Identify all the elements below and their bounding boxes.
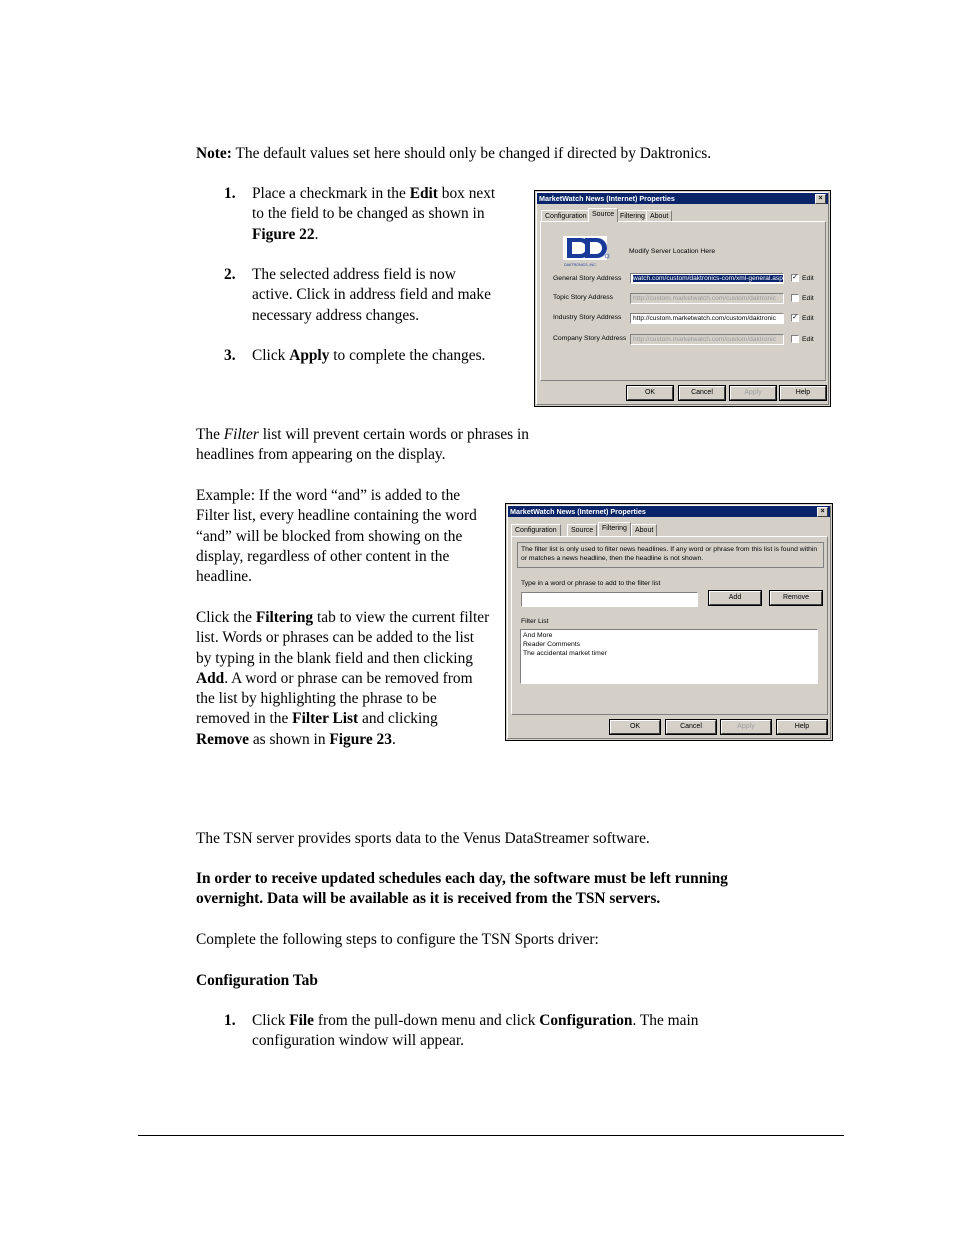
properties-dialog-source (534, 190, 831, 407)
filter-input-label: Type in a word or phrase to add to the filter list (521, 580, 661, 587)
help-button[interactable]: Help (780, 386, 826, 400)
edit-label: Edit (802, 336, 814, 343)
filter-info-text: The filter list is only used to filter news headlines. If any word or phrase from this list is found within or matches a news headline, then the headline is not shown. (517, 542, 824, 568)
cancel-button[interactable]: Cancel (666, 720, 716, 734)
note-paragraph (196, 144, 836, 164)
step-1-post: . (314, 225, 319, 243)
server-heading: Modify Server Location Here (629, 248, 716, 255)
filter-intro-post: list will prevent certain words or phrases in headlines from appearing on the display. (196, 426, 529, 464)
edit-label: Edit (802, 295, 814, 302)
tab-about[interactable]: About (646, 210, 672, 222)
tsn-intro: The TSN server provides sports data to the Venus DataStreamer software. (196, 830, 650, 847)
fp-t3: . A word or phrase can be removed from the list by highlighting the phrase to be removed in the (196, 669, 473, 728)
step-1-text (252, 184, 497, 245)
topic-story-label: Topic Story Address (553, 294, 614, 301)
list-item[interactable]: Reader Comments (523, 641, 581, 648)
step-1-figure-ref: Figure 22 (252, 225, 315, 243)
tsn-warning: In order to receive updated schedules each day, the software must be left running overnight. Data will be available as it is received from the TSN servers. (196, 870, 728, 908)
filter-intro-paragraph (196, 425, 566, 466)
step-3-text (252, 346, 522, 366)
dialog-title: MarketWatch News (Internet) Properties (539, 194, 675, 203)
sb-t1: Click (252, 1012, 290, 1029)
filtering-paragraph (196, 608, 491, 750)
general-story-label: General Story Address (553, 275, 622, 282)
fp-t4: and clicking (358, 710, 438, 728)
sb-t2: from the pull-down menu and click (314, 1012, 540, 1029)
sb-bold-file: File (289, 1012, 314, 1029)
fp-bold-remove: Remove (196, 730, 249, 748)
daktronics-logo-icon (561, 234, 611, 268)
step-1-bold-edit: Edit (409, 185, 438, 202)
tab-about[interactable]: About (631, 524, 657, 536)
step-number: 1. (224, 185, 236, 202)
step-number: 2. (224, 266, 236, 283)
industry-story-label: Industry Story Address (553, 314, 622, 321)
company-story-label: Company Story Address (553, 335, 627, 342)
general-story-address-input[interactable] (630, 273, 784, 284)
config-tab-heading: Configuration Tab (196, 972, 318, 989)
tsn-step-1-text (252, 1011, 772, 1052)
properties-dialog-filtering (505, 503, 833, 741)
tsn-steps-intro: Complete the following steps to configure the TSN Sports driver: (196, 931, 599, 948)
tab-configuration[interactable]: Configuration (541, 210, 591, 222)
note-label: Note: (196, 145, 232, 162)
fp-t1: Click the (196, 609, 256, 626)
apply-button[interactable]: Apply (730, 386, 776, 400)
filter-word-input[interactable] (521, 592, 698, 607)
sb-t3: . The main configuration window will appear. (252, 1012, 699, 1050)
help-button[interactable]: Help (777, 720, 827, 734)
fp-bold-add: Add (196, 669, 225, 687)
footer-rule (138, 1135, 844, 1136)
tab-filtering[interactable]: Filtering (598, 522, 631, 536)
note-text: The default values set here should only be changed if directed by Daktronics. (231, 145, 712, 162)
logo-caption: DAKTRONICS, INC. (564, 263, 597, 267)
remove-button[interactable]: Remove (770, 591, 822, 605)
close-button[interactable]: × (815, 194, 826, 204)
cancel-button[interactable]: Cancel (679, 386, 725, 400)
filter-list-label: Filter List (521, 618, 549, 625)
topic-story-address-input[interactable]: http://custom.marketwatch.com/custom/daktronic (630, 293, 784, 304)
industry-edit-checkbox[interactable]: ✓ (792, 314, 798, 321)
tab-configuration[interactable]: Configuration (511, 524, 561, 536)
close-button[interactable]: × (817, 507, 828, 517)
industry-story-address-input[interactable]: http://custom.marketwatch.com/custom/daktronic (630, 313, 784, 324)
general-story-value: watch.com/custom/daktronics-com/xml-general.asp (633, 275, 783, 282)
list-item[interactable]: And More (523, 632, 553, 639)
filter-intro-pre: The (196, 426, 224, 443)
fp-bold-filter-list: Filter List (292, 710, 359, 728)
step-3-bold-apply: Apply (289, 347, 330, 364)
step-number: 3. (224, 347, 236, 364)
edit-label: Edit (802, 275, 814, 282)
example-paragraph: Example: If the word “and” is added to the Filter list, every headline containing the word “and” will be blocked from showing on the display, regardless of other content in the headline. (196, 487, 477, 586)
tab-source[interactable]: Source (567, 524, 597, 536)
add-button[interactable]: Add (709, 591, 761, 605)
step-3-post: to complete the changes. (329, 347, 486, 364)
fp-t5: as shown in (249, 730, 330, 748)
fp-t6: . (391, 730, 396, 748)
step-1-mid: box next to the field to be changed as shown in (252, 185, 496, 223)
dialog-title-bar[interactable] (537, 193, 828, 204)
sb-bold-configuration: Configuration (539, 1012, 633, 1029)
company-edit-checkbox[interactable] (791, 335, 799, 343)
company-story-address-input[interactable]: http://custom.marketwatch.com/custom/daktronic (630, 334, 784, 345)
general-edit-checkbox[interactable]: ✓ (792, 274, 798, 281)
ok-button[interactable]: OK (610, 720, 660, 734)
list-item[interactable]: The accidental market timer (523, 650, 607, 657)
topic-edit-checkbox[interactable] (791, 294, 799, 302)
fp-figure-ref: Figure 23 (329, 730, 392, 748)
dialog-title: MarketWatch News (Internet) Properties (510, 507, 646, 516)
tab-source[interactable]: Source (588, 208, 618, 222)
ok-button[interactable]: OK (627, 386, 673, 400)
apply-button[interactable]: Apply (721, 720, 771, 734)
edit-label: Edit (802, 315, 814, 322)
filter-intro-italic: Filter (223, 426, 259, 443)
fp-bold-filtering: Filtering (255, 609, 314, 626)
filter-list[interactable] (520, 629, 818, 684)
step-number: 1. (224, 1012, 236, 1029)
dialog-title-bar[interactable] (508, 506, 830, 517)
fp-t2: tab to view the current filter list. Words or phrases can be added to the list by typing in the blank field and then clicking (196, 609, 490, 667)
tab-filtering[interactable]: Filtering (616, 210, 649, 222)
step-2-text: The selected address field is now active. Click in address field and make necessary address changes. (252, 266, 491, 324)
step-3-pre: Click (252, 347, 290, 364)
step-1-pre: Place a checkmark in the (252, 185, 410, 202)
